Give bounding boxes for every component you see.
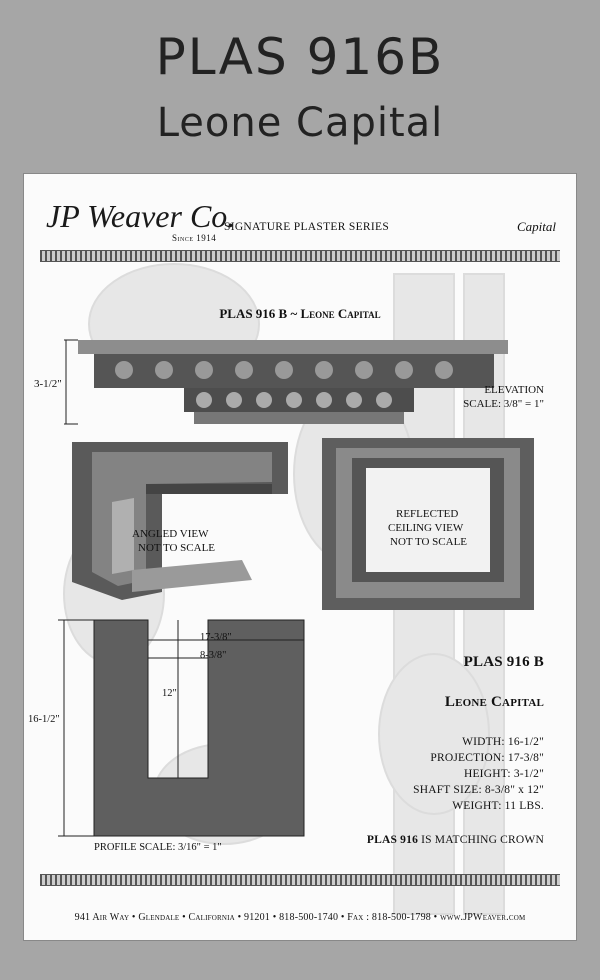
brand-logo: JP Weaver Co. (46, 198, 236, 234)
spec-height: HEIGHT: 3-1/2" (463, 768, 544, 780)
profile-depth-dim: 12" (162, 688, 177, 699)
profile-shaft-dim: 8-3/8" (200, 650, 227, 661)
profile-drawing (54, 614, 314, 844)
spec-sheet (24, 174, 576, 940)
profile-scale: PROFILE SCALE: 3/16" = 1" (94, 842, 222, 853)
height-dimension: 3-1/2" (34, 378, 62, 390)
product-heading: PLAS 916 B ~ Leone Capital (219, 306, 381, 321)
angled-view-image (72, 442, 288, 602)
spec-projection: PROJECTION: 17-3/8" (430, 752, 544, 764)
profile-width-dim: 16-1/2" (28, 714, 60, 725)
category-label: Capital (516, 219, 556, 234)
reflected-label-2: CEILING VIEW (388, 522, 464, 534)
spec-weight: WEIGHT: 11 LBS. (452, 800, 544, 812)
product-name-title: Leone Capital (156, 100, 444, 146)
top-border-rule (40, 250, 560, 262)
elevation-image (64, 330, 544, 430)
angled-view-label: ANGLED VIEW (132, 528, 209, 540)
product-code-title: PLAS 916B (155, 28, 445, 86)
spec-code: PLAS 916 B (463, 654, 544, 670)
elevation-label: ELEVATION (484, 384, 544, 396)
spec-width: WIDTH: 16-1/2" (462, 736, 544, 748)
matching-crown-note (367, 834, 544, 846)
spec-shaft: SHAFT SIZE: 8-3/8" x 12" (413, 784, 544, 796)
bottom-border-rule (40, 874, 560, 886)
footer-address: 941 Air Way • Glendale • California • 91201 • 818-500-1740 • Fax : 818-500-1798 • www.JPWeaver.com (74, 912, 526, 923)
profile-projection-dim: 17-3/8" (200, 632, 232, 643)
since-year: Since 1914 (172, 233, 217, 243)
angled-view-scale: NOT TO SCALE (138, 542, 216, 554)
reflected-label-3: NOT TO SCALE (390, 536, 468, 548)
reflected-label-1: REFLECTED (396, 508, 459, 520)
elevation-scale: SCALE: 3/8" = 1" (463, 398, 544, 410)
spec-name: Leone Capital (444, 694, 544, 710)
matching-text: IS MATCHING CROWN (421, 834, 544, 846)
series-label: SIGNATURE PLASTER SERIES (224, 221, 390, 233)
matching-code: PLAS 916 (366, 834, 419, 846)
